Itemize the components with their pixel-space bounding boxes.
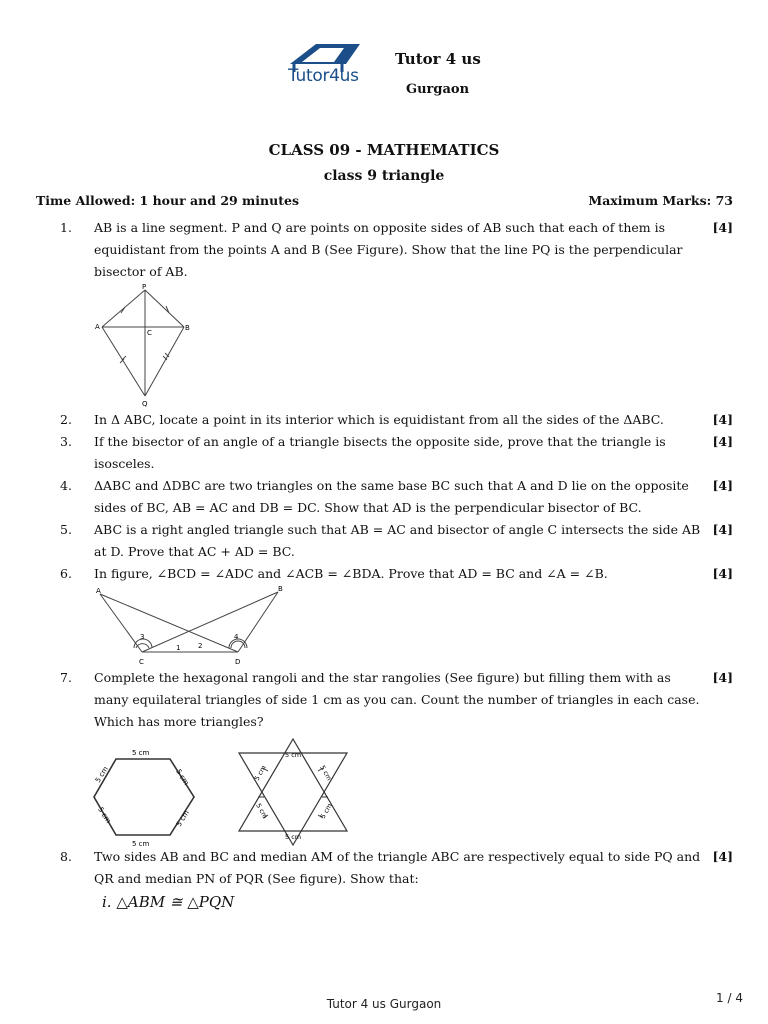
figure-label: B [185, 324, 190, 332]
side-label: 5 cm [132, 840, 150, 848]
question-text: If the bisector of an angle of a triangle bisects the opposite side, prove that the triangle is isosceles. [94, 434, 666, 471]
side-label: 5 cm [93, 765, 110, 785]
figure-label: A [96, 587, 101, 595]
question-marks: [4] [712, 849, 733, 864]
side-label: 5 cm [174, 767, 191, 787]
question-marks: [4] [712, 522, 733, 537]
figure-hexagon-rangoli [92, 745, 197, 849]
figure-label: 1 [176, 644, 181, 652]
figure-label: D [235, 658, 241, 666]
question-marks: [4] [712, 434, 733, 449]
subpart-text: i. △ABM ≅ △PQN [102, 893, 235, 911]
figure-label: A [95, 323, 100, 331]
figure-label: 2 [198, 642, 203, 650]
figure-kite-pq-ab [92, 282, 196, 408]
question-text: ΔABC and ΔDBC are two triangles on the same base BC such that A and D lie on the opposite sides of BC, AB = AC and DB = DC. Show that AD is the perpendicular bisector of BC. [94, 478, 689, 515]
question-text: AB is a line segment. P and Q are points on opposite sides of AB such that each of them is equidistant from the points A and B (See Figure). Show that the line PQ is the perpendicular bisector of AB. [94, 220, 683, 279]
question-marks: [4] [712, 412, 733, 427]
time-allowed: Time Allowed: 1 hour and 29 minutes [36, 193, 299, 208]
side-label: 5 cm [132, 749, 150, 757]
page-number: 1 / 4 [716, 991, 743, 1005]
side-label: 5 cm [174, 809, 191, 829]
question-number: 1. [60, 220, 72, 235]
question-number: 4. [60, 478, 72, 493]
question-number: 3. [60, 434, 72, 449]
org-name: Tutor 4 us [395, 50, 481, 68]
figure-label: 4 [234, 633, 239, 641]
side-label: 5 cm [285, 833, 302, 841]
question-marks: [4] [712, 478, 733, 493]
figure-label: C [147, 329, 152, 337]
maximum-marks: Maximum Marks: 73 [588, 193, 733, 208]
question-number: 7. [60, 670, 72, 685]
question-text: Complete the hexagonal rangoli and the star rangolies (See figure) but filling them with as many equilateral triangles of side 1 cm as you can. Count the number of triangles in each case. Which has more triangles? [94, 670, 700, 729]
side-label: 5 cm [254, 802, 270, 820]
figure-crossing-triangles [92, 584, 292, 670]
question-number: 8. [60, 849, 72, 864]
question-text: In Δ ABC, locate a point in its interior which is equidistant from all the sides of the ΔABC. [94, 412, 664, 427]
side-label: 5 cm [318, 764, 334, 782]
figure-label: 3 [140, 633, 145, 641]
side-label: 5 cm [318, 802, 334, 820]
page-footer: Tutor 4 us Gurgaon [326, 997, 442, 1011]
figure-label: P [142, 283, 147, 291]
question-marks: [4] [712, 566, 733, 581]
side-label: 5 cm [252, 764, 268, 782]
figure-star-rangoli [236, 735, 350, 849]
figure-label: C [139, 658, 144, 666]
question-number: 5. [60, 522, 72, 537]
side-label: 5 cm [96, 805, 113, 825]
side-label: 5 cm [285, 751, 302, 759]
page-subtitle: class 9 triangle [323, 168, 445, 184]
page-title: CLASS 09 - MATHEMATICS [268, 141, 500, 159]
question-text: In figure, ∠BCD = ∠ADC and ∠ACB = ∠BDA. Prove that AD = BC and ∠A = ∠B. [94, 566, 608, 581]
figure-label: Q [142, 400, 148, 408]
question-marks: [4] [712, 220, 733, 235]
question-text: ABC is a right angled triangle such that AB = AC and bisector of angle C intersects the side AB at D. Prove that AC + AD = BC. [94, 522, 701, 559]
question-number: 2. [60, 412, 72, 427]
question-text: Two sides AB and BC and median AM of the triangle ABC are respectively equal to side PQ and QR and median PN of PQR (See figure). Show that: [94, 849, 701, 886]
org-city: Gurgaon [406, 82, 470, 97]
question-number: 6. [60, 566, 72, 581]
logo-text: Tutor4us [288, 66, 359, 86]
figure-label: B [278, 585, 283, 593]
question-marks: [4] [712, 670, 733, 685]
